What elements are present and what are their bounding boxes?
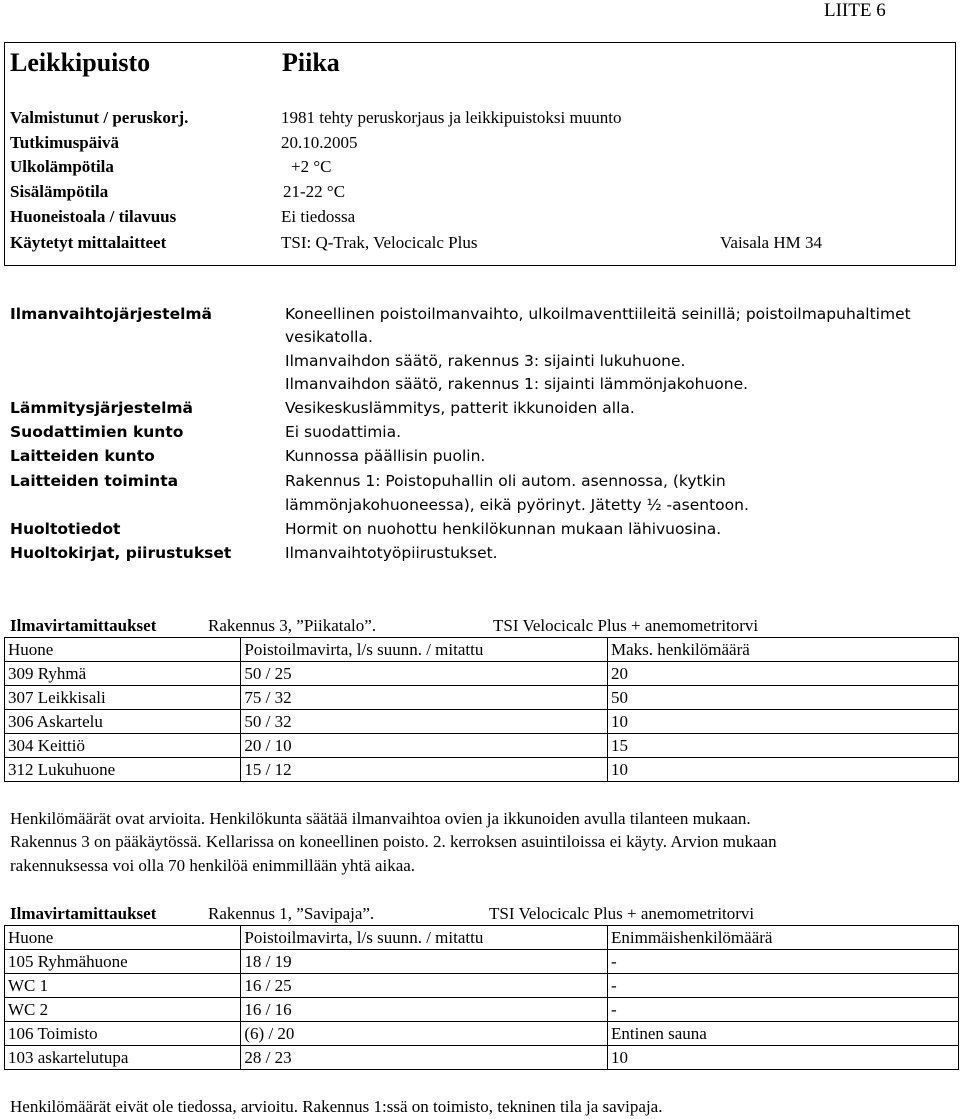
note-line: Rakennus 3 on pääkäytössä. Kellarissa on koneellinen poisto. 2. kerroksen asuintiloissa ei käyty. Arvion mukaan xyxy=(10,832,777,851)
info-label: Ulkolämpötila xyxy=(10,157,114,176)
table-row xyxy=(5,1046,608,1070)
laitteiden-toiminta-label: Laitteiden toiminta xyxy=(10,472,179,490)
ilmanvaihto-label: Ilmanvaihtojärjestelmä xyxy=(10,305,213,323)
info-value: +2 °C xyxy=(291,157,332,176)
page-title-label: Leikkipuisto xyxy=(10,48,151,77)
info-row-tutkimuspaiva xyxy=(10,133,950,157)
info-value: TSI: Q-Trak, Velocicalc Plus xyxy=(281,233,478,252)
table-cell: 312 Lukuhuone xyxy=(5,758,241,782)
table-cell: - xyxy=(608,974,959,998)
table-header-row xyxy=(5,638,608,662)
table-cell: 50 xyxy=(608,686,959,710)
laitteiden-kunto-label: Laitteiden kunto xyxy=(10,447,155,465)
table-cell: 309 Ryhmä xyxy=(5,662,241,686)
table1-instrument: TSI Velocicalc Plus + anemometritorvi xyxy=(493,616,759,635)
table-header-cell: Maks. henkilömäärä xyxy=(608,638,959,662)
ilmanvaihto-line: Koneellinen poistoilmanvaihto, ulkoilmaventtiileitä seinillä; poistoilmapuhaltimet xyxy=(285,305,911,323)
table-row xyxy=(5,950,608,974)
table-cell: 106 Toimisto xyxy=(5,1022,241,1046)
table-header-cell: Poistoilmavirta, l/s suunn. / mitattu xyxy=(241,926,608,950)
table-row xyxy=(5,1022,608,1046)
info-value: 1981 tehty peruskorjaus ja leikkipuistoksi muunto xyxy=(281,108,622,127)
table-row xyxy=(5,974,608,998)
ilmanvaihto-line: Ilmanvaihdon säätö, rakennus 3: sijainti lukuhuone. xyxy=(285,352,686,370)
table-row xyxy=(5,662,608,686)
info-label: Tutkimuspäivä xyxy=(10,133,119,152)
table-header-row xyxy=(5,926,608,950)
table2-col3 xyxy=(607,925,959,1070)
info-value-secondary: Vaisala HM 34 xyxy=(720,233,822,252)
table2-title: Ilmavirtamittaukset xyxy=(10,904,157,923)
info-label: Käytetyt mittalaitteet xyxy=(10,233,167,252)
table2-instrument: TSI Velocicalc Plus + anemometritorvi xyxy=(489,904,755,923)
table-cell: 306 Askartelu xyxy=(5,710,241,734)
table-cell: 20 / 10 xyxy=(241,734,608,758)
appendix-label: LIITE 6 xyxy=(824,0,886,21)
table-cell: 10 xyxy=(608,710,959,734)
info-label: Valmistunut / peruskorj. xyxy=(10,108,189,127)
table-cell: - xyxy=(608,998,959,1022)
table-header-cell: Enimmäishenkilömäärä xyxy=(608,926,959,950)
table-row xyxy=(5,734,608,758)
info-row-sisalampotila xyxy=(10,182,950,206)
note-line: Henkilömäärät ovat arvioita. Henkilökunta säätää ilmanvaihtoa ovien ja ikkunoiden avulla tilanteen mukaan. xyxy=(10,809,751,828)
table-cell: WC 1 xyxy=(5,974,241,998)
table-cell: 50 / 32 xyxy=(241,710,608,734)
table-cell: 75 / 32 xyxy=(241,686,608,710)
table-cell: 103 askartelutupa xyxy=(5,1046,241,1070)
laitteiden-toiminta-line: Rakennus 1: Poistopuhallin oli autom. asennossa, (kytkin xyxy=(285,472,726,490)
info-value: 20.10.2005 xyxy=(281,133,358,152)
table-cell: 105 Ryhmähuone xyxy=(5,950,241,974)
table-cell: 16 / 25 xyxy=(241,974,608,998)
table-cell: - xyxy=(608,950,959,974)
table-row xyxy=(5,758,608,782)
suodatin-value: Ei suodattimia. xyxy=(285,423,402,441)
table1 xyxy=(4,637,608,782)
info-row-mittalaitteet xyxy=(10,233,950,257)
table-header-cell: Huone xyxy=(5,638,241,662)
table-row xyxy=(5,710,608,734)
huoltokirjat-value: Ilmanvaihtotyöpiirustukset. xyxy=(285,544,498,562)
info-label: Sisälämpötila xyxy=(10,182,109,201)
info-value: 21-22 °C xyxy=(283,182,346,201)
table-cell: 15 / 12 xyxy=(241,758,608,782)
table-cell: 20 xyxy=(608,662,959,686)
table1-title: Ilmavirtamittaukset xyxy=(10,616,157,635)
table-cell: Entinen sauna xyxy=(608,1022,959,1046)
table-cell: WC 2 xyxy=(5,998,241,1022)
info-value: Ei tiedossa xyxy=(281,207,356,226)
table-row xyxy=(5,998,608,1022)
laitteiden-toiminta-line: lämmönjakohuoneessa), eikä pyörinyt. Jätetty ½ -asentoon. xyxy=(285,496,749,514)
table1-col3 xyxy=(607,637,959,782)
table-cell: 10 xyxy=(608,1046,959,1070)
table-cell: 50 / 25 xyxy=(241,662,608,686)
info-row-ulkolampotila xyxy=(10,157,950,181)
table-cell: 307 Leikkisali xyxy=(5,686,241,710)
info-row-valmistunut xyxy=(10,108,950,132)
huoltotiedot-label: Huoltotiedot xyxy=(10,520,121,538)
table1-location: Rakennus 3, ”Piikatalo”. xyxy=(208,616,377,635)
table-header-cell: Huone xyxy=(5,926,241,950)
table-cell: 304 Keittiö xyxy=(5,734,241,758)
note-line: Henkilömäärät eivät ole tiedossa, arvioitu. Rakennus 1:ssä on toimisto, tekninen tila ja savipaja. xyxy=(10,1097,663,1116)
table-cell: (6) / 20 xyxy=(241,1022,608,1046)
table-cell: 28 / 23 xyxy=(241,1046,608,1070)
laitteiden-kunto-value: Kunnossa päällisin puolin. xyxy=(285,447,486,465)
note-line: rakennuksessa voi olla 70 henkilöä enimmillään yhtä aikaa. xyxy=(10,856,416,875)
lammitys-value: Vesikeskuslämmitys, patterit ikkunoiden alla. xyxy=(285,399,635,417)
huoltokirjat-label: Huoltokirjat, piirustukset xyxy=(10,544,232,562)
table-cell: 18 / 19 xyxy=(241,950,608,974)
table-cell: 16 / 16 xyxy=(241,998,608,1022)
table2 xyxy=(4,925,608,1070)
suodatin-label: Suodattimien kunto xyxy=(10,423,184,441)
table-row xyxy=(5,686,608,710)
info-label: Huoneistoala / tilavuus xyxy=(10,207,177,226)
lammitys-label: Lämmitysjärjestelmä xyxy=(10,399,194,417)
huoltotiedot-value: Hormit on nuohottu henkilökunnan mukaan lähivuosina. xyxy=(285,520,722,538)
ilmanvaihto-line: Ilmanvaihdon säätö, rakennus 1: sijainti lämmönjakohuone. xyxy=(285,375,749,393)
page-title-value: Piika xyxy=(282,48,340,77)
table-header-cell: Poistoilmavirta, l/s suunn. / mitattu xyxy=(241,638,608,662)
table-cell: 15 xyxy=(608,734,959,758)
table2-location: Rakennus 1, ”Savipaja”. xyxy=(208,904,375,923)
ilmanvaihto-line: vesikatolla. xyxy=(285,328,373,346)
table-cell: 10 xyxy=(608,758,959,782)
info-row-huoneistoala xyxy=(10,207,950,231)
